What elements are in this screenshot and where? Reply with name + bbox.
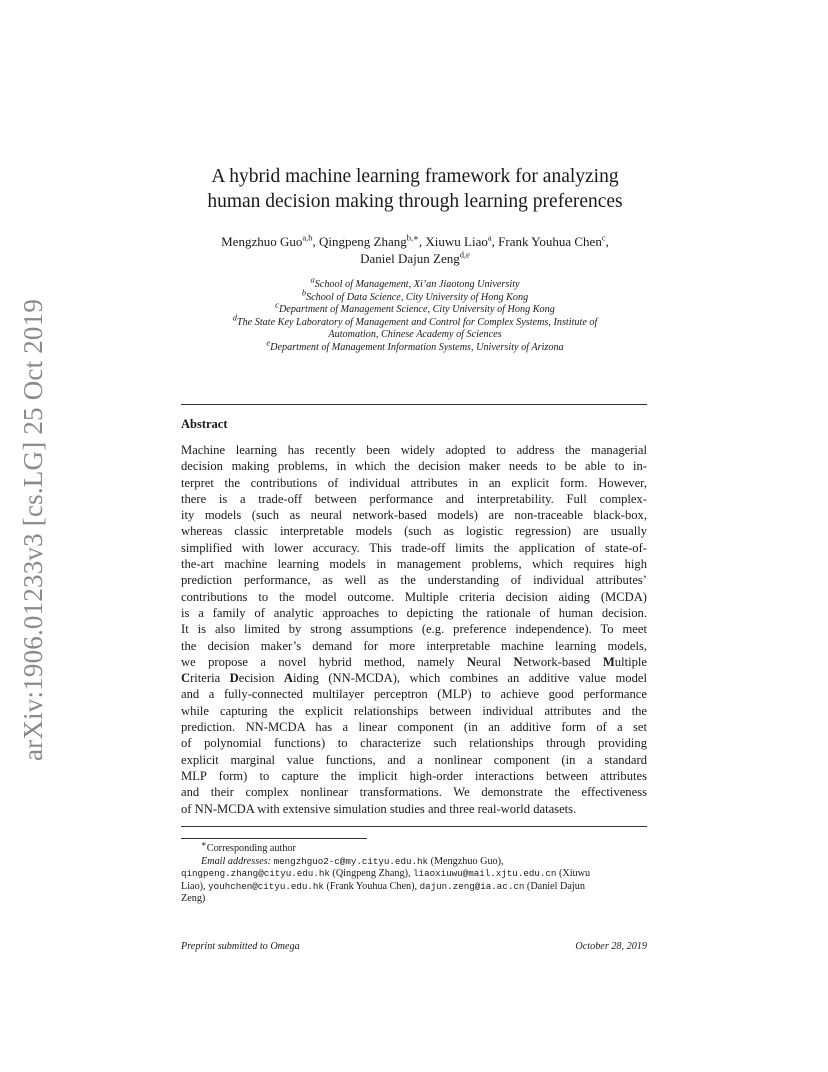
author-affil-mark: b,∗ [406,232,419,243]
author-separator: , [418,234,426,249]
email-link[interactable]: liaoxiuwu@mail.xjtu.edu.cn [413,868,557,880]
abstract-line: there is a trade-off between performance and interpretability. Full complex- [181,491,647,506]
abstract-line: MLP form) to capture the implicit high-order interactions between attributes [181,768,647,783]
email-owner: Liao), [181,880,206,892]
email-link[interactable]: mengzhguo2-c@my.cityu.edu.hk [273,855,429,867]
affil-mark: b [301,287,307,298]
affil-text: School of Management, Xi’an Jiaotong University [314,279,520,290]
affiliations [150,274,680,355]
email-label: Email addresses: [201,855,272,867]
affiliation [150,312,680,330]
author-name: Xiuwu Liao [425,234,488,249]
abstract-line: Machine learning has recently been widely adopted to address the managerial [181,443,647,457]
affil-text: School of Data Science, City University of Hong Kong [306,291,529,303]
title-line-2: human decision making through learning preferences [207,191,623,212]
affiliation [150,274,680,292]
abstract-line: prediction performance, as well as the understanding of individual attributes’ [181,573,647,588]
abstract-line: ity models (such as neural network-based models) are non-traceable black-box, [181,508,647,523]
author-list [150,233,680,267]
footnote-rule [181,838,367,839]
email-line-1 [181,856,647,869]
abstract-line: of polynomial functions) to characterize such relationships through providing [181,736,647,751]
author-affil-mark: c [601,232,606,243]
affil-mark: a [310,274,315,285]
affil-text: The State Key Laboratory of Management and Control for Complex Systems, Institute of [236,316,598,328]
abstract-line: It is also limited by strong assumptions (e.g. preference independence). To meet [181,622,647,637]
abstract-line: explicit marginal value functions, and a nonlinear component (in a standard [181,752,647,767]
affil-text: Automation, Chinese Academy of Sciences [328,329,502,341]
email-owner: (Daniel Dajun [526,880,585,892]
paper-title [150,164,680,214]
corresponding-note [181,838,647,856]
author-separator: , [312,234,320,249]
abstract-line: simplified with lower accuracy. This trade-off limits the application of state-of- [181,540,647,555]
email-line-2 [181,868,647,881]
email-line-3 [181,881,647,894]
abstract-line: terpret the contributions of individual attributes in an explicit form. However, [181,475,647,490]
email-link[interactable]: youhchen@cityu.edu.hk [208,880,324,892]
affil-mark: c [275,299,279,310]
arxiv-side-stamp: arXiv:1906.01233v3 [cs.LG] 25 Oct 2019 [18,298,48,761]
email-line-4 [181,893,647,906]
affiliation [150,329,680,342]
author-name: Qingpeng Zhang [319,234,407,249]
email-link[interactable]: dajun.zeng@ia.ac.cn [419,880,525,892]
author-line-2 [150,250,680,267]
affiliation [150,337,680,355]
abstract-line: while capturing the explicit relationships between individual attributes and the [181,703,647,718]
abstract-line: and their complex nonlinear transformations. We demonstrate the effectiveness [181,785,647,800]
abstract-bottom-rule [181,826,647,827]
email-link[interactable]: qingpeng.zhang@cityu.edu.hk [181,868,330,880]
author-name: Mengzhuo Guo [221,234,303,249]
abstract-line: decision making problems, in which the decision maker needs to be able to in- [181,459,647,474]
preprint-date: October 28, 2019 [575,941,647,952]
abstract-body [181,442,647,817]
abstract-line: Criteria Decision Aiding (NN-MCDA), which combines an additive value model [181,671,647,686]
affil-mark: e [266,337,271,348]
author-separator: , [605,234,609,249]
affil-text: Department of Management Information Systems, University of Arizona [270,341,564,353]
abstract-line: of NN-MCDA with extensive simulation studies and three real-world datasets. [181,801,577,816]
abstract-line: the-art machine learning models in management problems, which requires high [181,557,647,572]
abstract-line: we propose a novel hybrid method, namely Neural Network-based Multiple [181,654,647,669]
abstract-line: prediction. NN-MCDA has a linear component (in an additive form of a set [181,720,647,735]
email-owner: (Frank Youhua Chen), [326,880,418,892]
corresponding-mark: ∗ [201,838,207,849]
preprint-note: Preprint submitted to Omega [181,941,300,952]
abstract-heading: Abstract [181,417,228,431]
abstract-line: is a family of analytic approaches to depicting the rationale of human decision. [181,605,647,620]
email-owner: (Mengzhuo Guo), [430,855,504,867]
abstract-line: the decision maker’s demand for more interpretable machine learning models, [181,638,647,653]
abstract-top-rule [181,404,647,405]
email-owner: (Xiuwu [558,868,591,880]
abstract-line: whereas classic interpretable models (such as logistic regression) are usually [181,524,647,539]
affil-mark: d [232,312,237,323]
affil-text: Department of Management Science, City University of Hong Kong [278,304,555,316]
footnote [181,838,647,906]
author-affil-mark: d,e [459,249,470,260]
affiliation [150,287,680,305]
abstract-line: contributions to the model outcome. Multiple criteria decision aiding (MCDA) [181,589,647,604]
title-line-1: A hybrid machine learning framework for analyzing [211,166,619,187]
author-affil-mark: a,b [302,232,313,243]
author-line-1 [150,233,680,250]
corresponding-text: Corresponding author [206,843,296,854]
email-owner: Zeng) [181,893,206,905]
affiliation [150,299,680,317]
author-name: Daniel Dajun Zeng [360,251,460,266]
email-owner: (Qingpeng Zhang), [332,868,411,880]
author-separator: , [491,234,499,249]
author-name: Frank Youhua Chen [498,234,602,249]
abstract-line: and a fully-connected multilayer perceptron (MLP) to achieve good performance [181,687,647,702]
author-affil-mark: a [487,232,492,243]
